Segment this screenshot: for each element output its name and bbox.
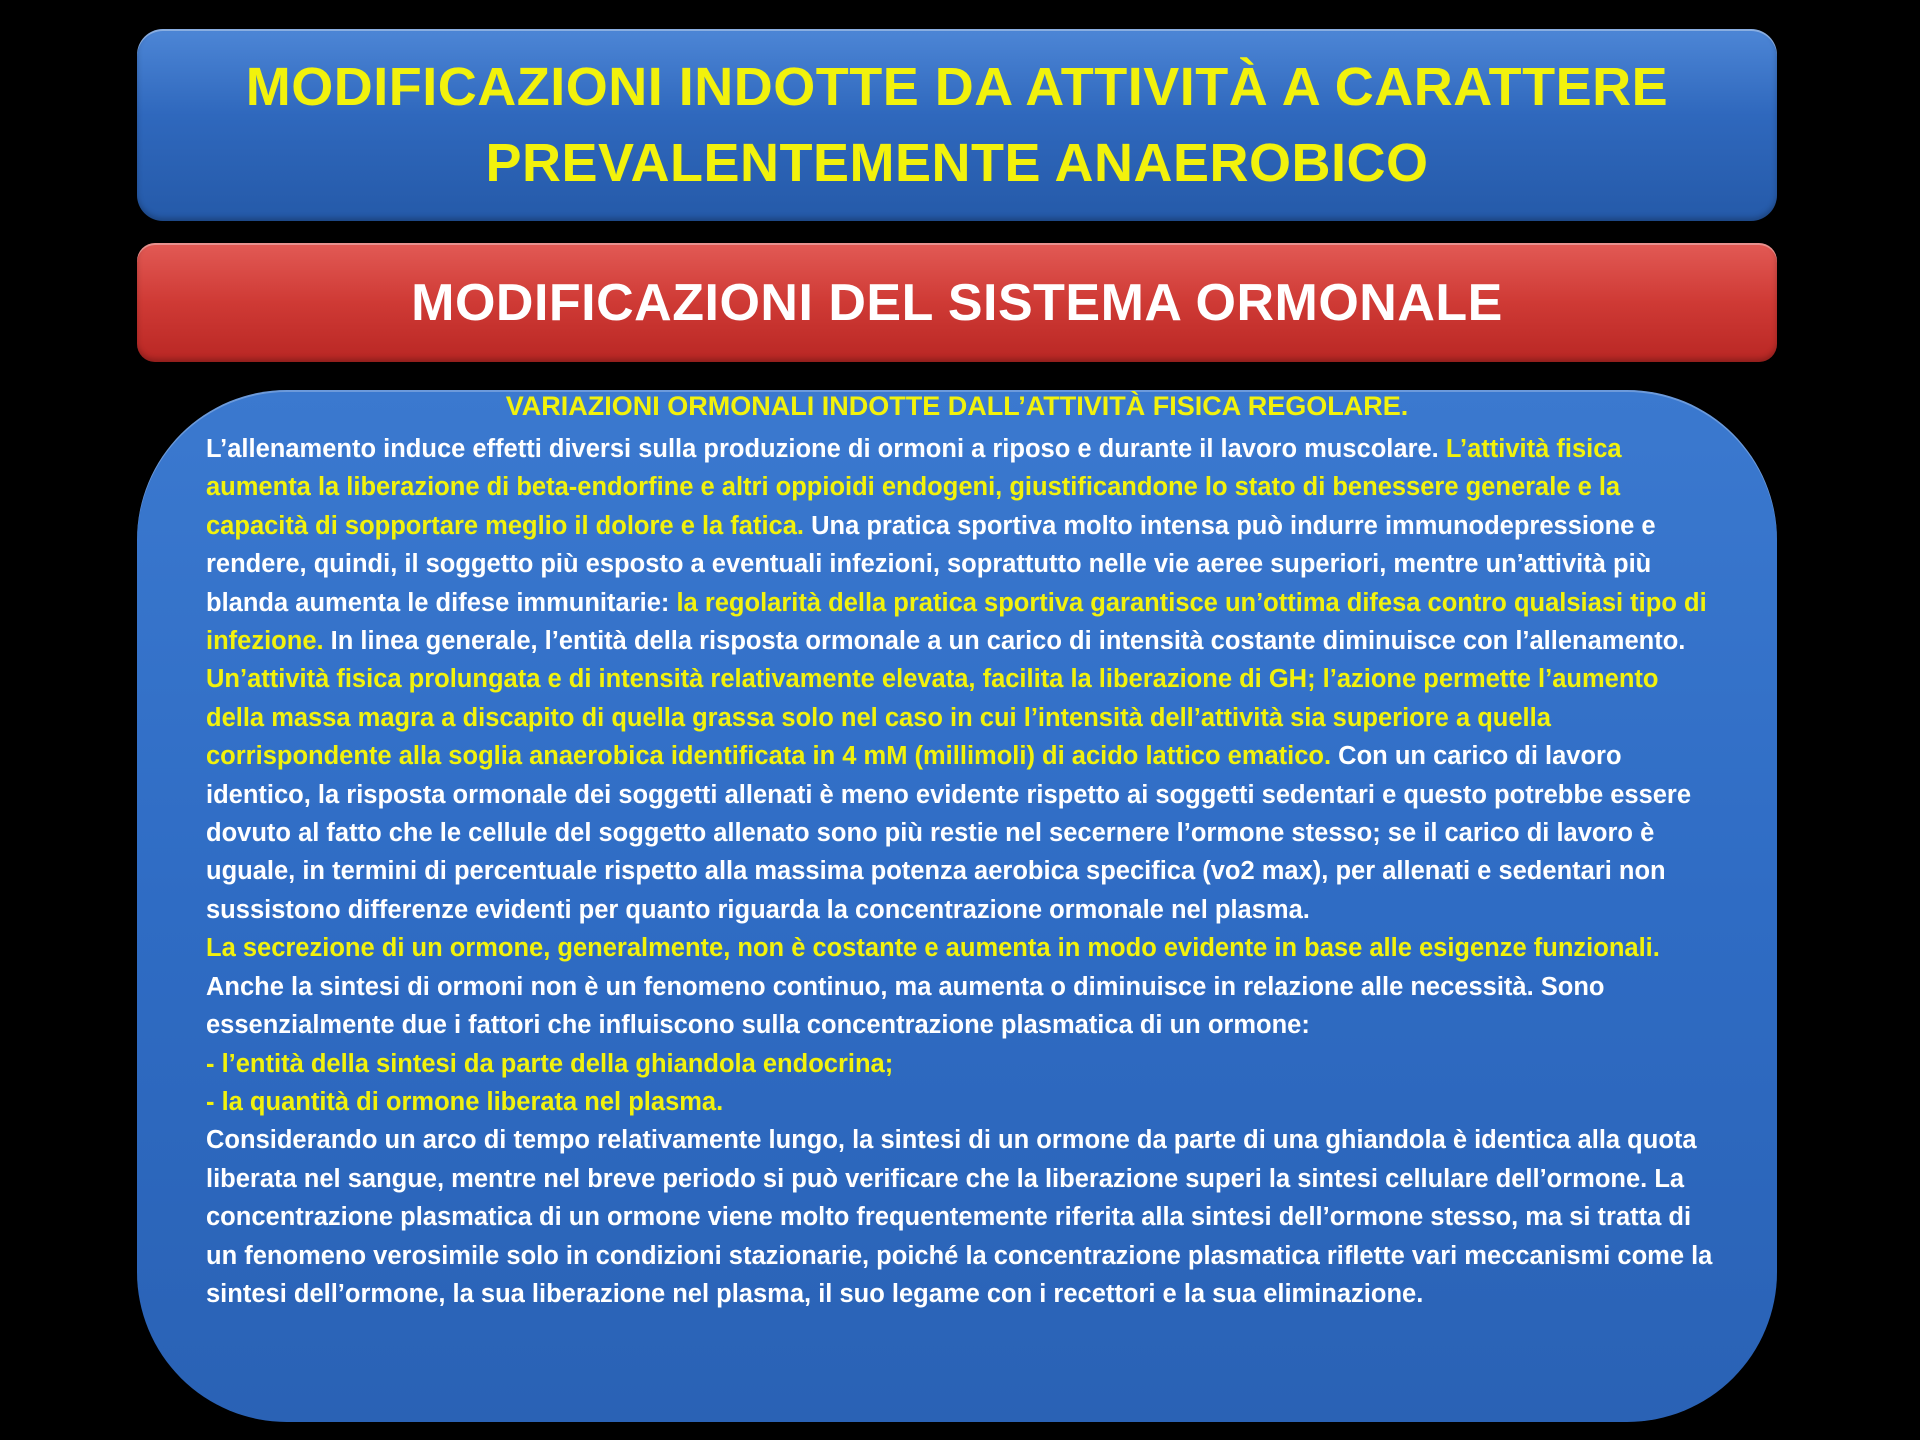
paragraph-3: Considerando un arco di tempo relativamente lungo, la sintesi di un ormone da parte di una ghiandola è identica alla quota liberata nel sangue, mentre nel breve periodo si può verificare che la liberazione superi la sintesi cellulare dell’ormone. La concentrazione plasmatica di un ormone viene molto frequentemente riferita alla sintesi dell’ormone stesso, ma si tratta di un fenomeno verosimile solo in condizioni stazionarie, poiché la concentrazione plasmatica riflette vari meccanismi come la sintesi dell’ormone, la sua liberazione nel plasma, il suo legame con i recettori e la sua eliminazione. — [206, 1126, 1713, 1308]
paragraph-1-g: Con un carico di lavoro identico, la risposta ormonale dei soggetti allenati è meno evidente rispetto ai soggetti sedentari e questo potrebbe essere dovuto al fatto che le cellule del soggetto allenato sono più restie nel secernere l’ormone stesso; se il carico di lavoro è uguale, in termini di percentuale rispetto alla massima potenza aerobica specifica (vo2 max), per allenati e sedentari non sussistono differenze evidenti per quanto riguarda la concentrazione ormonale nel plasma. — [206, 742, 1692, 924]
paragraph-1-b-highlight: L’attività fisica aumenta la liberazione di beta-endorfine e altri oppioidi endogeni, giustificandone lo stato di benessere generale e la capacità di sopportare meglio il dolore e la fatica. — [206, 435, 1622, 540]
paragraph-1-d-highlight: la regolarità della pratica sportiva garantisce un’ottima difesa contro qualsiasi tipo di infezione. — [206, 588, 1707, 656]
slide-title — [246, 49, 1668, 201]
paragraph-2-a-highlight: La secrezione di un ormone, generalmente, non è costante e aumenta in modo evidente in base alle esigenze funzionali. — [206, 934, 1660, 963]
slide-title-line1: MODIFICAZIONI INDOTTE DA ATTIVITÀ A CARATTERE — [245, 57, 1669, 117]
paragraph-2-b: Anche la sintesi di ormoni non è un fenomeno continuo, ma aumenta o diminuisce in relazione alle necessità. Sono essenzialmente due i fattori che influiscono sulla concentrazione plasmatica di un ormone: — [206, 972, 1605, 1040]
slide-title-line2: PREVALENTEMENTE ANAEROBICO — [485, 133, 1429, 193]
bullet-item-1: - l’entità della sintesi da parte della ghiandola endocrina; — [206, 1049, 894, 1078]
subtitle-banner — [137, 243, 1777, 362]
title-banner — [137, 29, 1777, 221]
slide-subtitle: MODIFICAZIONI DEL SISTEMA ORMONALE — [411, 273, 1503, 332]
content-body — [206, 430, 1716, 1313]
paragraph-2 — [206, 929, 1716, 1044]
paragraph-1 — [206, 430, 1716, 929]
paragraph-1-a: L’allenamento induce effetti diversi sulla produzione di ormoni a riposo e durante il lavoro muscolare. — [206, 435, 1446, 463]
content-heading: VARIAZIONI ORMONALI INDOTTE DALL’ATTIVITÀ FISICA REGOLARE. — [505, 391, 1409, 421]
paragraph-1-f-highlight: Un’attività fisica prolungata e di intensità relativamente elevata, facilita la liberazione di GH; l’azione permette l’aumento della massa magra a discapito di quella grassa solo nel caso in cui l’intensità dell’attività sia superiore a quella corrispondente alla soglia anaerobica identificata in 4 mM (millimoli) di acido lattico ematico. — [206, 665, 1659, 771]
bullet-item-2: - la quantità di ormone liberata nel plasma. — [206, 1087, 724, 1116]
paragraph-1-e: In linea generale, l’entità della risposta ormonale a un carico di intensità costante diminuisce con l’allenamento. — [323, 627, 1686, 656]
paragraph-1-c: Una pratica sportiva molto intensa può indurre immunodepressione e rendere, quindi, il soggetto più esposto a eventuali infezioni, soprattutto nelle vie aeree superiori, mentre un’attività più blanda aumenta le difese immunitarie: — [206, 511, 1656, 617]
